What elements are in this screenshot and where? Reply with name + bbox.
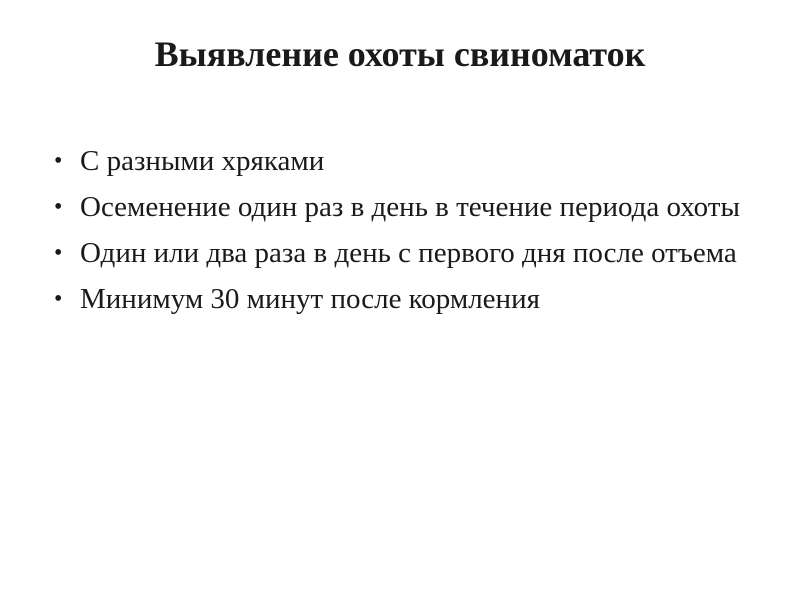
list-item	[50, 188, 780, 226]
bullet-icon: •	[54, 148, 63, 174]
bullet-icon: •	[54, 286, 63, 312]
list-item	[50, 234, 780, 272]
bullet-icon: •	[54, 194, 63, 220]
bullet-text: Минимум 30 минут после кормления	[80, 283, 540, 315]
bullet-text: Осеменение один раз в день в течение периода охоты	[80, 191, 740, 223]
bullet-text: С разными хряками	[80, 145, 325, 177]
slide-title: Выявление охоты свиноматок	[154, 34, 646, 74]
list-item	[50, 142, 780, 180]
bullet-list	[50, 142, 780, 326]
list-item	[50, 280, 780, 318]
bullet-text: Один или два раза в день с первого дня после отъема	[80, 237, 737, 269]
bullet-icon: •	[54, 240, 63, 266]
